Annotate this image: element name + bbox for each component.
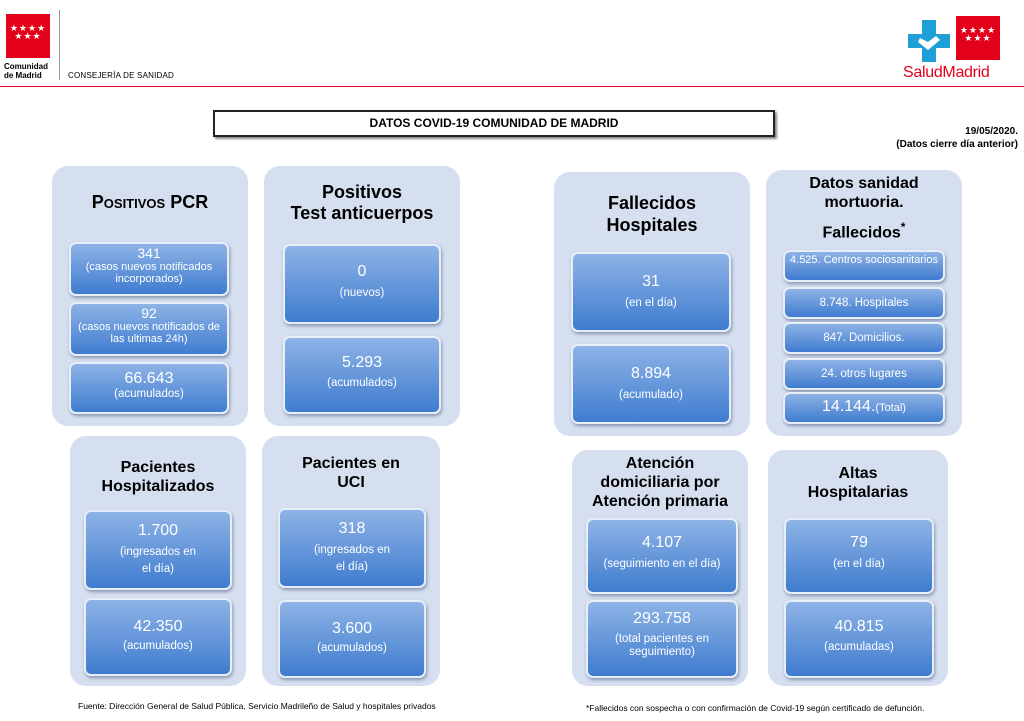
- card-value: 8.894: [630, 365, 672, 382]
- report-date-note: (Datos cierre día anterior): [896, 139, 1018, 150]
- panel-title-line2: Hospitalarias: [807, 484, 909, 501]
- panel-positivos-pcr: [52, 166, 248, 426]
- card-fallecidos-acumulado: [571, 344, 731, 424]
- comunidad-name-line1: Comunidad: [4, 62, 48, 71]
- card-value: 293.758: [633, 610, 691, 627]
- footer-source: Fuente: Dirección General de Salud Pública, Servicio Madrileño de Salud y hospitales privados: [78, 701, 436, 711]
- card-uci-acumulados: [278, 600, 426, 678]
- panel-atencion-domiciliaria: [572, 450, 748, 686]
- card-label-line2: el día): [336, 561, 368, 573]
- card-value: 5.293: [341, 354, 383, 371]
- panel-title-line2: domiciliaria por: [600, 474, 720, 491]
- card-label-line1: (total pacientes en: [615, 633, 709, 645]
- panel-title-line1: Pacientes en: [302, 455, 400, 472]
- panel-title-line3: [766, 218, 962, 242]
- report-date-value: 19/05/2020.: [965, 126, 1018, 137]
- panel-fallecidos-hospitales: [554, 172, 750, 436]
- panel-title: [572, 454, 748, 511]
- footer-note: *Fallecidos con sospecha o con confirmación de Covid-19 según certificado de defunción.: [586, 703, 925, 713]
- card-label-line1: (ingresados en: [313, 544, 391, 556]
- panel-title: [262, 454, 440, 492]
- card-row-text: 24. otros lugares: [821, 368, 907, 380]
- card-test-acumulados: [283, 336, 441, 414]
- card-row-text: 4.525. Centros sociosanitarios: [790, 254, 938, 266]
- card-label-line1: (ingresados en: [119, 546, 197, 558]
- card-centros-sociosanitarios: [783, 250, 945, 282]
- panel-pacientes-uci: [262, 436, 440, 686]
- card-label: (acumulados): [317, 642, 387, 654]
- card-row-text: 847. Domicilios.: [823, 332, 905, 344]
- card-label: (Total): [875, 402, 906, 414]
- card-value: 1.700: [137, 522, 179, 539]
- card-value: 42.350: [133, 618, 183, 635]
- report-date: [860, 125, 1018, 151]
- panel-title-line1: Positivos: [321, 182, 403, 202]
- card-test-nuevos: [283, 244, 441, 324]
- card-label-line2: seguimiento): [629, 646, 695, 658]
- card-value: 66.643: [124, 370, 174, 387]
- panel-title-line1: Altas: [838, 465, 878, 482]
- card-label: (acumulados): [327, 377, 397, 389]
- card-value: 318: [338, 520, 366, 537]
- card-value: 92: [141, 305, 157, 321]
- panel-title: [768, 464, 948, 502]
- panel-title-line1: Pacientes: [120, 459, 196, 476]
- card-casos-24h: [69, 302, 229, 356]
- card-label: (acumulado): [619, 389, 683, 401]
- salud-madrid-stars-icon: ★★★★ ★★★: [959, 25, 997, 43]
- card-uci-dia: [278, 508, 426, 588]
- card-value: 40.815: [834, 618, 884, 635]
- card-label: (seguimiento en el día): [603, 558, 721, 570]
- department-name: CONSEJERÍA DE SANIDAD: [68, 71, 175, 80]
- card-total-seguimiento: [586, 600, 738, 678]
- card-otros-lugares: [783, 358, 945, 390]
- card-pcr-acumulados: [69, 362, 229, 414]
- panel-title-line2: Hospitalizados: [101, 478, 215, 495]
- salud-madrid-logo-text: SaludMadrid: [903, 64, 990, 81]
- card-label: (acumulados): [123, 640, 193, 652]
- card-total-fallecidos: [783, 392, 945, 424]
- card-label: (acumuladas): [824, 641, 894, 653]
- panel-title-line3: Atención primaria: [591, 493, 729, 510]
- card-label-line2: el día): [142, 563, 174, 575]
- card-hospitalizados-acumulados: [84, 598, 232, 676]
- panel-title-line2: UCI: [337, 474, 365, 491]
- panel-title-line2: Test anticuerpos: [290, 203, 434, 223]
- panel-pacientes-hospitalizados: [70, 436, 246, 686]
- panel-title-line1: Fallecidos: [607, 193, 697, 213]
- card-row-text: 8.748. Hospitales: [819, 297, 909, 309]
- card-value: 341: [137, 245, 161, 261]
- card-hospitales: [783, 287, 945, 319]
- header-separator: [59, 10, 60, 80]
- comunidad-name-line2: de Madrid: [4, 71, 42, 80]
- card-total: [785, 394, 943, 416]
- panel-title-line1: Datos sanidad: [809, 175, 919, 192]
- comunidad-madrid-name: [4, 62, 48, 80]
- card-domicilios: [783, 322, 945, 354]
- panel-title-line2: mortuoria.: [824, 194, 904, 211]
- card-value: 79: [850, 534, 868, 551]
- card-value: 3.600: [331, 620, 373, 637]
- footnote-marker: *: [900, 220, 906, 234]
- panel-positivos-test: [264, 166, 460, 426]
- panel-title-line1: Atención: [625, 455, 695, 472]
- card-altas-dia: [784, 518, 934, 594]
- card-label: (nuevos): [339, 287, 385, 299]
- panel-title: [70, 458, 246, 496]
- card-value: 4.107: [641, 534, 683, 551]
- card-seguimiento-dia: [586, 518, 738, 594]
- card-label: (en el día): [833, 558, 885, 570]
- card-value: 31: [642, 273, 660, 290]
- panel-altas-hospitalarias: [768, 450, 948, 686]
- salud-madrid-cross-icon: [906, 18, 952, 64]
- page-title: DATOS COVID-19 COMUNIDAD DE MADRID: [213, 110, 775, 137]
- panel-title: [554, 192, 750, 236]
- panel-title-line3-text: Fallecidos: [822, 224, 901, 242]
- card-value: 14.144.: [822, 398, 876, 415]
- comunidad-stars-icon: ★★★★ ★★★: [9, 23, 47, 41]
- card-label: (en el día): [625, 297, 677, 309]
- card-label: (casos nuevos notificados incorporados): [85, 261, 213, 285]
- card-label: (casos nuevos notificados de las ultimas 24h): [78, 321, 220, 345]
- card-fallecidos-dia: [571, 252, 731, 332]
- panel-title: Positivos PCR: [91, 192, 209, 212]
- card-hospitalizados-dia: [84, 510, 232, 590]
- card-value: 0: [357, 263, 367, 280]
- card-altas-acumuladas: [784, 600, 934, 678]
- header-divider: [0, 86, 1024, 87]
- panel-sanidad-mortuoria: [766, 170, 962, 436]
- card-casos-incorporados: [69, 242, 229, 296]
- panel-title: [766, 174, 962, 242]
- panel-title-line2: Hospitales: [606, 215, 698, 235]
- card-label: (acumulados): [114, 388, 184, 400]
- panel-title: [264, 182, 460, 224]
